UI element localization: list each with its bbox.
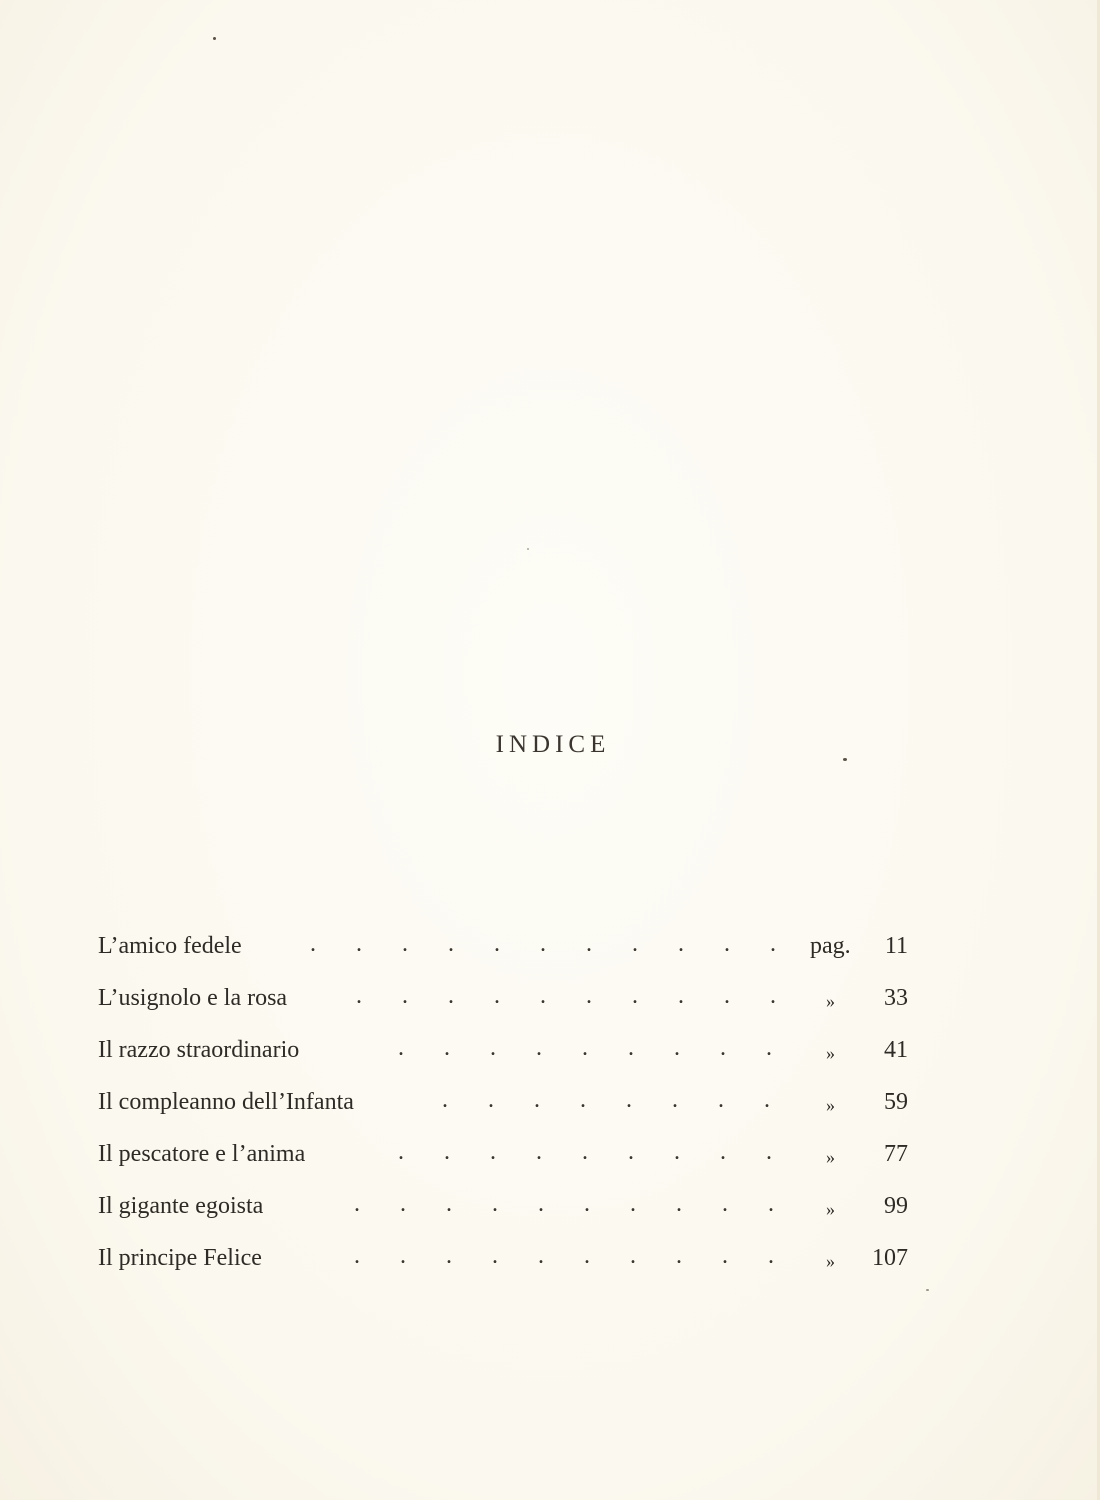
toc-page-number: 33 <box>884 985 908 1011</box>
index-title: INDICE <box>495 731 611 758</box>
toc-ditto-mark: » <box>826 991 835 1011</box>
toc-page-prefix: pag. <box>810 933 851 959</box>
toc-entry-title: Il pescatore e l’anima <box>98 1141 306 1167</box>
toc-page-number: 107 <box>872 1245 908 1271</box>
toc-leader-dots: . . . . . . . . . . . <box>310 931 793 957</box>
toc-entry-title: L’usignolo e la rosa <box>98 985 288 1011</box>
toc-entry-title: Il gigante egoista <box>98 1193 264 1219</box>
toc-ditto-mark: » <box>826 1043 835 1063</box>
toc-entry[interactable] <box>98 1082 908 1122</box>
toc-entry-title: Il compleanno dell’Infanta <box>98 1089 354 1115</box>
toc-leader-dots: . . . . . . . . . <box>398 1035 789 1061</box>
toc-entry[interactable] <box>98 978 908 1018</box>
toc-page-number: 99 <box>884 1193 908 1219</box>
toc-page-number: 77 <box>884 1141 908 1167</box>
toc-ditto-mark: » <box>826 1251 835 1271</box>
toc-entry-title: Il razzo straordinario <box>98 1037 300 1063</box>
toc-entry-title: Il principe Felice <box>98 1245 262 1271</box>
paper-speck <box>926 1289 929 1291</box>
toc-ditto-mark: » <box>826 1199 835 1219</box>
toc-entry[interactable] <box>98 1030 908 1070</box>
toc-leader-dots: . . . . . . . . . <box>398 1139 789 1165</box>
toc-leader-dots: . . . . . . . . . . <box>356 983 793 1009</box>
toc-page-number: 41 <box>884 1037 908 1063</box>
paper-speck <box>213 37 216 40</box>
toc-entry[interactable] <box>98 1134 908 1174</box>
toc-entry[interactable] <box>98 926 908 966</box>
toc-leader-dots: . . . . . . . . . . <box>354 1243 791 1269</box>
toc-leader-dots: . . . . . . . . . . <box>354 1191 791 1217</box>
paper-speck <box>527 548 529 550</box>
toc-page-number: 11 <box>884 933 908 959</box>
toc-entry-title: L’amico fedele <box>98 933 242 959</box>
toc-entry[interactable] <box>98 1186 908 1226</box>
toc-entry[interactable] <box>98 1238 908 1278</box>
toc-ditto-mark: » <box>826 1095 835 1115</box>
toc-ditto-mark: » <box>826 1147 835 1167</box>
toc-page-number: 59 <box>884 1089 908 1115</box>
toc-leader-dots: . . . . . . . . <box>442 1087 787 1113</box>
